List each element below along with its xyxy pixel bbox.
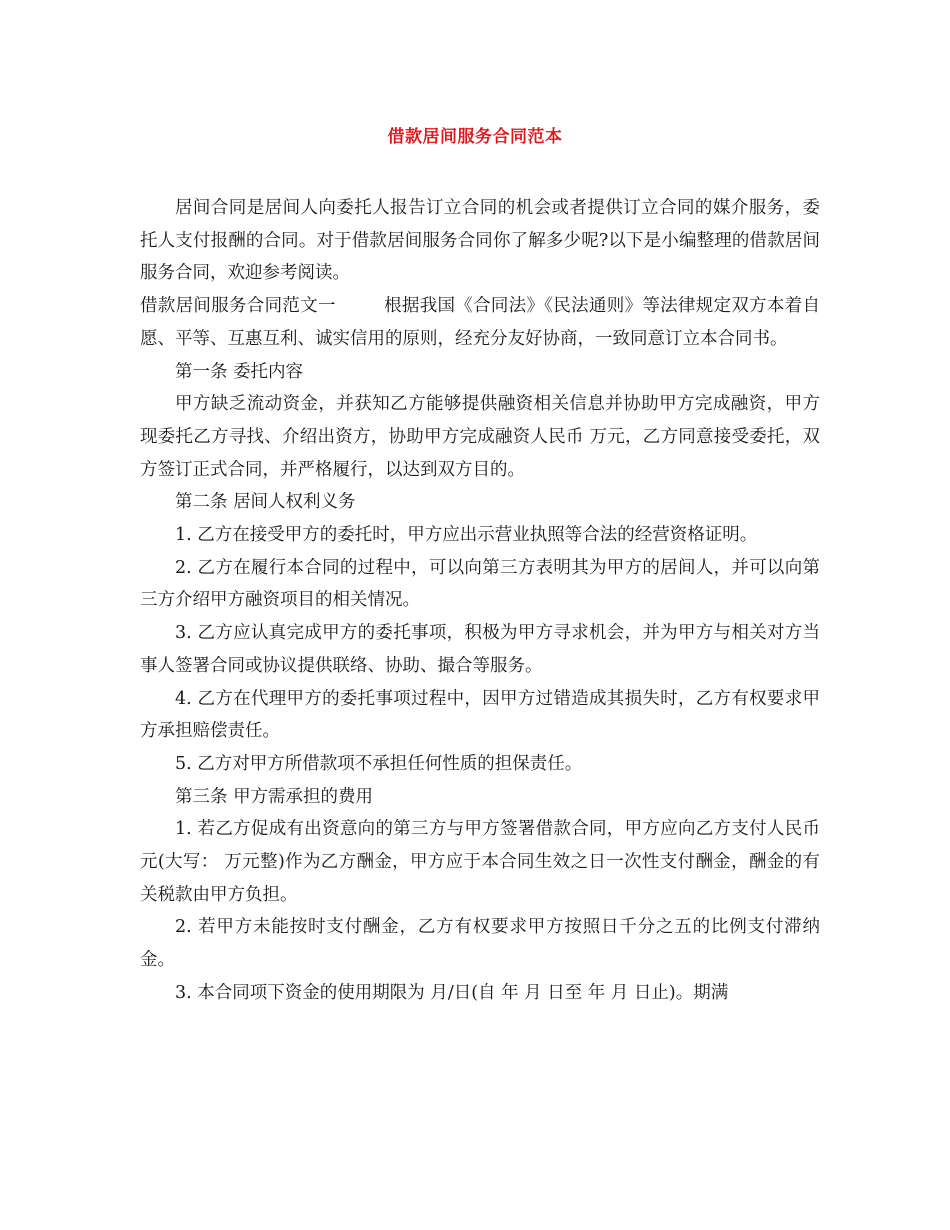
paragraph-text: 1. 乙方在接受甲方的委托时，甲方应出示营业执照等合法的经营资格证明。 [175, 525, 758, 546]
paragraph-text: 4. 乙方在代理甲方的委托事项过程中，因甲方过错造成其损失时，乙方有权要求甲方承担赔偿责任。 [140, 688, 820, 742]
paragraph-text: 3. 乙方应认真完成甲方的委托事项，积极为甲方寻求机会，并为甲方与相关对方当事人签署合同或协议提供联络、协助、撮合等服务。 [140, 623, 820, 676]
paragraph-text: 第三条 甲方需承担的费用 [175, 786, 374, 807]
paragraph [140, 388, 820, 486]
paragraph [140, 552, 820, 617]
paragraph [140, 486, 820, 519]
paragraph [140, 911, 820, 976]
paragraph-text: 第一条 委托内容 [175, 361, 304, 382]
paragraph [140, 748, 820, 781]
paragraph [140, 356, 820, 389]
paragraph [140, 519, 820, 552]
paragraph-text: 5. 乙方对甲方所借款项不承担任何性质的担保责任。 [175, 753, 583, 774]
paragraph [140, 617, 820, 682]
paragraph [140, 977, 820, 1010]
paragraph-text: 1. 若乙方促成有出资意向的第三方与甲方签署借款合同，甲方应向乙方支付人民币 元(大写： 万元整)作为乙方酬金，甲方应于本合同生效之日一次性支付酬金，酬金的有关税款由甲方负担。 [140, 819, 820, 905]
paragraph [140, 781, 820, 814]
paragraph-text: 2. 乙方在履行本合同的过程中，可以向第三方表明其为甲方的居间人，并可以向第三方介绍甲方融资项目的相关情况。 [140, 557, 820, 611]
paragraph [140, 290, 820, 355]
document-title: 借款居间服务合同范本 [387, 127, 563, 147]
paragraph [140, 192, 820, 290]
document-body [140, 192, 820, 1010]
paragraph-text: 居间合同是居间人向委托人报告订立合同的机会或者提供订立合同的媒介服务，委托人支付报酬的合同。对于借款居间服务合同你了解多少呢?以下是小编整理的借款居间服务合同，欢迎参考阅读。 [140, 198, 820, 284]
section-heading: 借款居间服务合同范文一 [140, 296, 336, 317]
paragraph [140, 813, 820, 911]
paragraph-text: 3. 本合同项下资金的使用期限为 月/日(自 年 月 日至 年 月 日止)。期满 [175, 982, 729, 1003]
paragraph-text: 根据我国《合同法》《民法通则》等法律规定双方本着自愿、平等、互惠互利、诚实信用的原则，经充分友好协商，一致同意订立本合同书。 [140, 296, 821, 349]
paragraph-text: 第二条 居间人权利义务 [175, 492, 356, 513]
paragraph-text: 甲方缺乏流动资金，并获知乙方能够提供融资相关信息并协助甲方完成融资，甲方现委托乙方寻找、介绍出资方，协助甲方完成融资人民币 万元，乙方同意接受委托，双方签订正式合同，并严格履行，以达到双方目的。 [140, 394, 820, 480]
paragraph-text: 2. 若甲方未能按时支付酬金，乙方有权要求甲方按照日千分之五的比例支付滞纳金。 [140, 917, 820, 971]
paragraph [140, 683, 820, 748]
